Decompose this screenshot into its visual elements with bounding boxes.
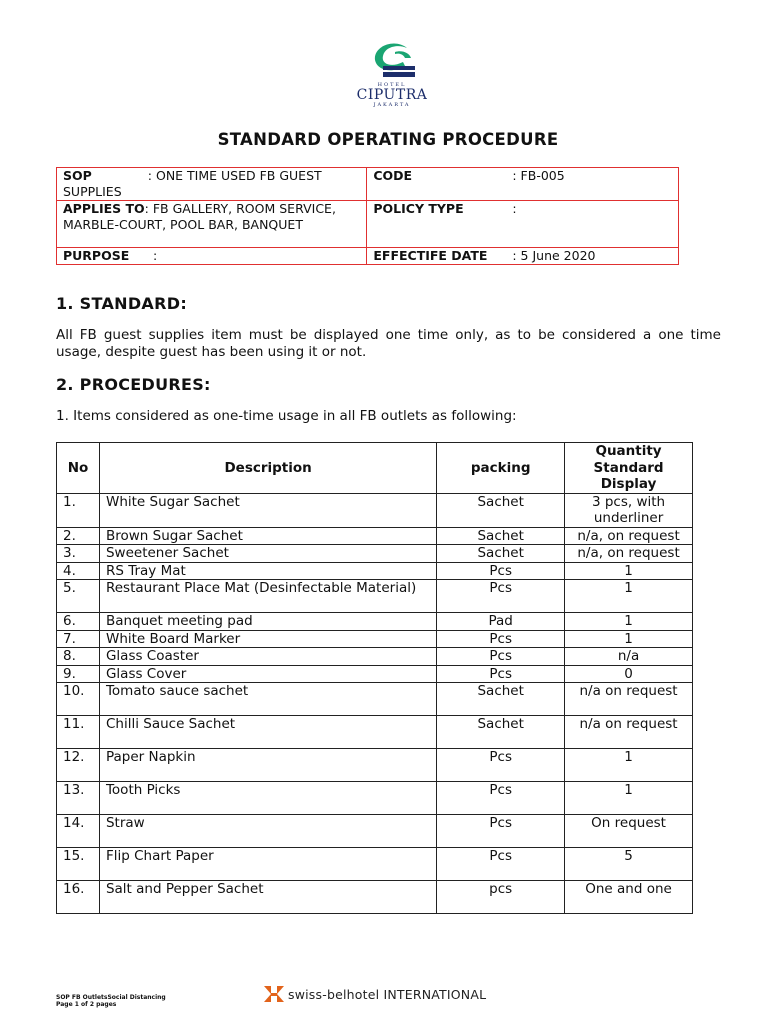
policy-label: POLICY TYPE (373, 201, 464, 216)
purpose-label: PURPOSE (63, 248, 130, 263)
table-row (57, 683, 693, 716)
procedures-intro: 1. Items considered as one-time usage in all FB outlets as following: (56, 408, 517, 424)
header-description: Description (99, 443, 436, 494)
cell-description: RS Tray Mat (99, 562, 436, 580)
cell-no: 7. (57, 630, 100, 648)
cell-description: Glass Cover (99, 665, 436, 683)
policy-cell (367, 201, 679, 248)
cell-quantity: 5 (565, 848, 693, 881)
cell-packing: Pcs (437, 815, 565, 848)
cell-description: Tomato sauce sachet (99, 683, 436, 716)
date-cell (367, 248, 679, 265)
cell-quantity: 0 (565, 665, 693, 683)
cell-description: Brown Sugar Sachet (99, 527, 436, 545)
code-label: CODE (373, 168, 413, 183)
table-row (57, 749, 693, 782)
standard-paragraph: All FB guest supplies item must be displayed one time only, as to be considered a one time usage, despite guest has been using it or not. (56, 327, 721, 360)
header-no: No (57, 443, 100, 494)
cell-packing: Pad (437, 613, 565, 631)
items-table (56, 442, 693, 914)
policy-value: : (512, 201, 517, 216)
cell-no: 9. (57, 665, 100, 683)
cell-description: Banquet meeting pad (99, 613, 436, 631)
cell-no: 14. (57, 815, 100, 848)
cell-packing: Pcs (437, 562, 565, 580)
cell-no: 2. (57, 527, 100, 545)
cell-description: White Board Marker (99, 630, 436, 648)
section-procedures-heading: 2. PROCEDURES: (56, 375, 211, 394)
cell-quantity: 1 (565, 630, 693, 648)
cell-no: 1. (57, 493, 100, 527)
cell-description: Paper Napkin (99, 749, 436, 782)
cell-quantity: n/a, on request (565, 545, 693, 563)
ciputra-logo-icon (365, 40, 419, 80)
cell-quantity: n/a on request (565, 716, 693, 749)
cell-packing: Pcs (437, 580, 565, 613)
cell-no: 12. (57, 749, 100, 782)
hotel-logo (352, 40, 432, 120)
footer-brand (263, 985, 486, 1003)
cell-quantity: 1 (565, 562, 693, 580)
table-row (57, 716, 693, 749)
code-cell (367, 168, 679, 201)
header-quantity: Quantity Standard Display (565, 443, 693, 494)
sop-header-table (56, 167, 679, 265)
cell-quantity: One and one (565, 881, 693, 914)
table-row (57, 527, 693, 545)
cell-packing: Pcs (437, 749, 565, 782)
cell-no: 10. (57, 683, 100, 716)
cell-description: Glass Coaster (99, 648, 436, 666)
header-packing: packing (437, 443, 565, 494)
table-row (57, 613, 693, 631)
cell-description: White Sugar Sachet (99, 493, 436, 527)
footer-doc-name: SOP FB OutletsSocial Distancing (56, 994, 166, 1001)
applies-label: APPLIES TO (63, 201, 145, 216)
cell-packing: Sachet (437, 493, 565, 527)
footer-doc-info (56, 994, 166, 1008)
cell-packing: Sachet (437, 527, 565, 545)
table-row (57, 665, 693, 683)
cell-quantity: n/a on request (565, 683, 693, 716)
cell-packing: Sachet (437, 683, 565, 716)
cell-quantity: 1 (565, 613, 693, 631)
table-header-row (57, 443, 693, 494)
cell-packing: Pcs (437, 848, 565, 881)
purpose-value: : (153, 248, 158, 263)
applies-cell (57, 201, 367, 248)
cell-packing: pcs (437, 881, 565, 914)
table-row (57, 545, 693, 563)
logo-hotel-text: HOTEL (377, 82, 407, 88)
sop-label: SOP (63, 168, 92, 183)
logo-brand-text: CIPUTRA (356, 87, 428, 103)
footer-page-number: Page 1 of 2 pages (56, 1001, 117, 1008)
cell-quantity: 1 (565, 580, 693, 613)
document-title: STANDARD OPERATING PROCEDURE (217, 130, 559, 149)
cell-packing: Sachet (437, 716, 565, 749)
cell-no: 6. (57, 613, 100, 631)
table-row (57, 493, 693, 527)
cell-no: 11. (57, 716, 100, 749)
table-row (57, 815, 693, 848)
footer-brand-text: swiss-belhotel INTERNATIONAL (288, 986, 487, 1002)
cell-quantity: 1 (565, 782, 693, 815)
cell-quantity: 1 (565, 749, 693, 782)
items-table-body (57, 493, 693, 914)
cell-description: Straw (99, 815, 436, 848)
purpose-cell (57, 248, 367, 265)
table-row (57, 881, 693, 914)
logo-city-text: JAKARTA (373, 102, 411, 108)
cell-no: 8. (57, 648, 100, 666)
table-row (57, 580, 693, 613)
table-row (57, 630, 693, 648)
cell-description: Salt and Pepper Sachet (99, 881, 436, 914)
cell-packing: Pcs (437, 630, 565, 648)
table-row (57, 562, 693, 580)
section-standard-heading: 1. STANDARD: (56, 294, 188, 313)
sop-value: : ONE TIME USED FB GUEST SUPPLIES (63, 168, 322, 199)
sop-cell (57, 168, 367, 201)
code-value: : FB-005 (512, 168, 565, 183)
cell-description: Flip Chart Paper (99, 848, 436, 881)
cell-description: Sweetener Sachet (99, 545, 436, 563)
cell-no: 5. (57, 580, 100, 613)
cell-no: 16. (57, 881, 100, 914)
cell-packing: Sachet (437, 545, 565, 563)
table-row (57, 648, 693, 666)
cell-no: 4. (57, 562, 100, 580)
cell-packing: Pcs (437, 782, 565, 815)
cell-quantity: 3 pcs, with underliner (565, 493, 693, 527)
applies-value: : FB GALLERY, ROOM SERVICE, MARBLE-COURT, POOL BAR, BANQUET (63, 201, 336, 232)
cell-no: 3. (57, 545, 100, 563)
cell-packing: Pcs (437, 648, 565, 666)
cell-no: 13. (57, 782, 100, 815)
table-row (57, 782, 693, 815)
cell-packing: Pcs (437, 665, 565, 683)
cell-quantity: On request (565, 815, 693, 848)
cell-description: Restaurant Place Mat (Desinfectable Material) (99, 580, 436, 613)
table-row (57, 848, 693, 881)
date-label: EFFECTIFE DATE (373, 248, 488, 263)
cell-quantity: n/a (565, 648, 693, 666)
cell-description: Chilli Sauce Sachet (99, 716, 436, 749)
swiss-belhotel-logo-icon (263, 985, 285, 1003)
cell-no: 15. (57, 848, 100, 881)
date-value: : 5 June 2020 (512, 248, 596, 263)
cell-description: Tooth Picks (99, 782, 436, 815)
cell-quantity: n/a, on request (565, 527, 693, 545)
